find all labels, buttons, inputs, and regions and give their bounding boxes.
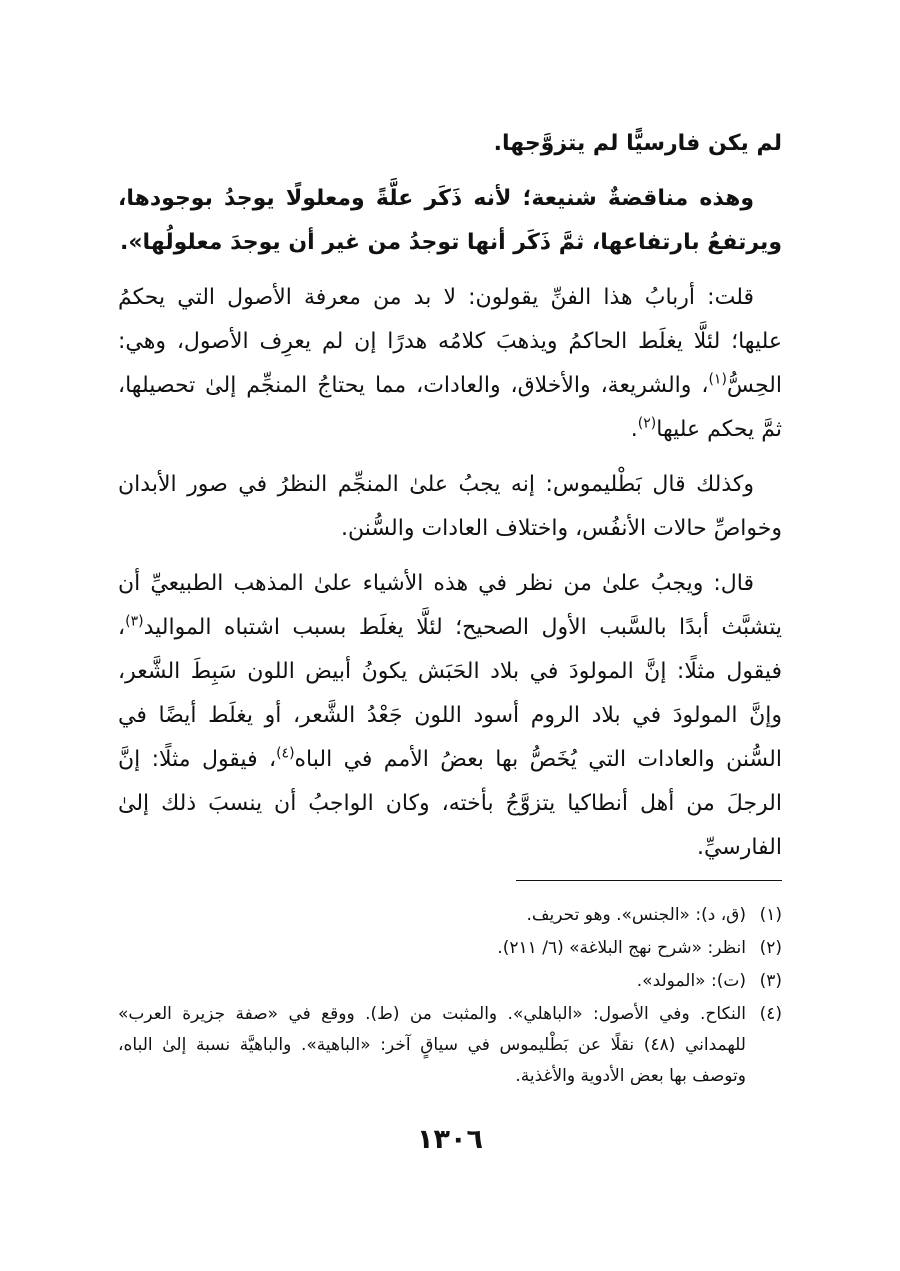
footnote-text: (ق، د): «الجنس». وهو تحريف. <box>526 905 746 925</box>
footnote-number: (٢) <box>759 938 782 958</box>
paragraph-4-text: وكذلك قال بَطْليموس: إنه يجبُ علىٰ المنجِّم النظرُ في صور الأبدان وخواصِّ حالات الأنفُس، واختلاف العادات والسُّنن. <box>118 472 782 541</box>
paragraph-2 <box>118 177 782 265</box>
footnotes <box>118 900 782 1094</box>
paragraph-1 <box>118 122 782 166</box>
footnote-number: (٣) <box>759 971 782 991</box>
paragraph-3-text-a: قلت: أربابُ هذا الفنِّ يقولون: لا بد من معرفة الأصول التي يحكمُ عليها؛ لئلَّا يغلَط الحاكمُ ويذهبَ كلامُه هدرًا إن لم يعرِف الأصول، وهي: الحِسُّ <box>118 285 782 398</box>
paragraph-5 <box>118 562 782 870</box>
page-number: ١٣٠٦ <box>417 1124 483 1155</box>
footnote-ref-2: (٢) <box>637 415 657 432</box>
paragraph-3 <box>118 276 782 452</box>
paragraph-1-text: لم يكن فارسيًّا لم يتزوَّجها. <box>493 131 782 156</box>
footnote-separator <box>516 880 782 881</box>
paragraph-5-text-c: ، فيقول مثلًا: إنَّ الرجلَ من أهل أنطاكيا يتزوَّجُ بأخته، وكان الواجبُ أن ينسبَ ذلك إلىٰ الفارسيِّ. <box>118 747 782 860</box>
footnote-text: انظر: «شرح نهج البلاغة» (٦/ ٢١١). <box>497 938 746 958</box>
footnote-text: النكاح. وفي الأصول: «الباهلي». والمثبت من (ط). ووقع في «صفة جزيرة العرب» للهمداني (٤٨) نقلًا عن بَطْليموس في سياقٍ آخر: «الباهية». والباهيَّة نسبة إلىٰ الباه، وتوصف بها بعض الأدوية والأغذية. <box>118 1004 746 1086</box>
footnote-number: (١) <box>759 905 782 925</box>
footnote-ref-4: (٤) <box>276 745 295 762</box>
footnote-item <box>118 933 782 964</box>
paragraph-3-text-b: ، والشريعة، والأخلاق، والعادات، مما يحتاجُ المنجِّم إلىٰ تحصيلها، ثمَّ يحكم عليها <box>118 373 782 442</box>
paragraph-4 <box>118 463 782 551</box>
paragraph-2-text: وهذه مناقضةٌ شنيعة؛ لأنه ذَكَر علَّةً ومعلولًا يوجدُ بوجودها، ويرتفعُ بارتفاعها، ثمَّ ذَكَر أنها توجدُ من غير أن يوجدَ معلولُها». <box>118 186 782 255</box>
footnote-item <box>118 966 782 997</box>
footnote-number: (٤) <box>759 1004 782 1024</box>
paragraph-5-text-b: ، فيقول مثلًا: إنَّ المولودَ في بلاد الحَبَش يكونُ أبيض اللون سَبِطَ الشَّعر، وإنَّ المولودَ في بلاد الروم أسود اللون جَعْدُ الشَّعر، أو يغلَط أيضًا في السُّنن والعادات التي يُخَصُّ بها بعضُ الأمم في الباه <box>118 615 782 772</box>
footnote-ref-1: (١) <box>708 371 727 388</box>
footnote-text: (ت): «المولد». <box>636 971 746 991</box>
footnote-item <box>118 999 782 1092</box>
footnote-item <box>118 900 782 931</box>
footnote-ref-3: (٣) <box>125 613 144 630</box>
main-text <box>118 122 782 881</box>
paragraph-5-text-a: قال: ويجبُ علىٰ من نظر في هذه الأشياء علىٰ المذهب الطبيعيِّ أن يتشبَّث أبدًا بالسَّبب الأول الصحيح؛ لئلَّا يغلَط بسبب اشتباه المواليد <box>118 571 782 640</box>
paragraph-3-text-c: . <box>630 417 638 442</box>
